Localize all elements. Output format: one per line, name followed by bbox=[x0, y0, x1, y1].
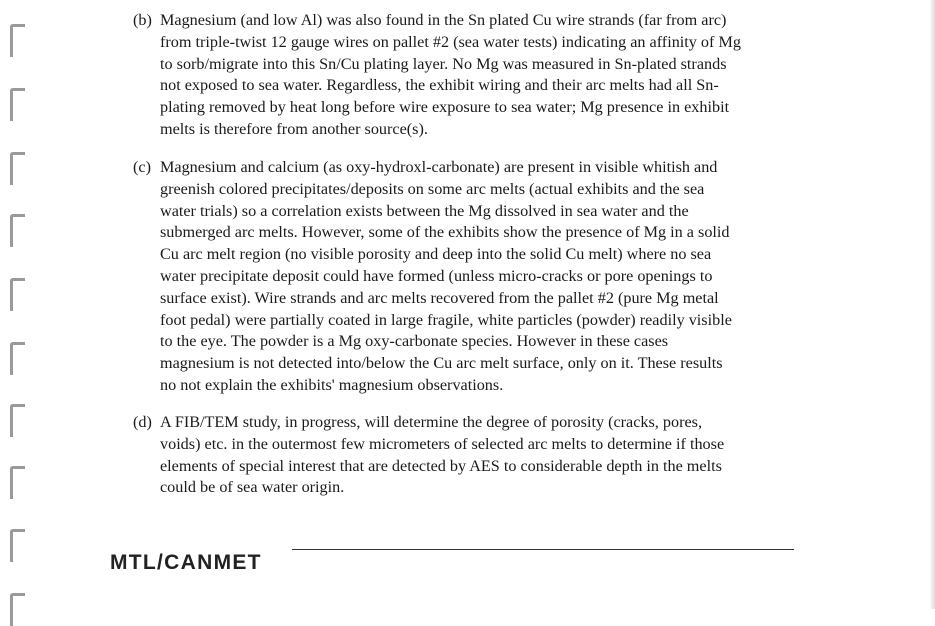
binder-tab bbox=[10, 593, 25, 626]
text-line: submerged arc melts. However, some of the exhibits show the presence of Mg in a solid bbox=[160, 223, 730, 242]
text-line: Magnesium and calcium (as oxy-hydroxl-carbonate) are present in visible whitish and bbox=[160, 158, 718, 176]
text-line: could be of sea water origin. bbox=[160, 478, 345, 497]
text-line: no not explain the exhibits' magnesium observations. bbox=[160, 375, 504, 394]
footer-logo: MTL/CANMET bbox=[110, 551, 262, 574]
text-line: Magnesium (and low Al) was also found in the Sn plated Cu wire strands (far from arc) bbox=[160, 11, 727, 29]
text-line: not exposed to sea water. Regardless, the exhibit wiring and their arc melts had all Sn- bbox=[160, 76, 719, 95]
text-line: surface exist). Wire strands and arc melts recovered from the pallet #2 (pure Mg metal bbox=[160, 288, 719, 307]
text-line: to sorb/migrate into this Sn/Cu plating layer. No Mg was measured in Sn-plated strands bbox=[160, 54, 727, 73]
text-line: greenish colored precipitates/deposits on some arc melts (actual exhibits and the sea bbox=[160, 179, 705, 198]
binder-tab bbox=[10, 214, 25, 247]
text-line: water trials) so a correlation exists between the Mg dissolved in sea water and the bbox=[160, 201, 689, 220]
text-line: magnesium is not detected into/below the Cu arc melt surface, only on it. These results bbox=[160, 354, 723, 373]
paragraph-marker: (d) bbox=[133, 413, 152, 431]
binder-tab bbox=[10, 88, 25, 121]
binder-tab bbox=[10, 152, 25, 185]
binder-tab bbox=[10, 278, 25, 311]
text-line: plating removed by heat long before wire exposure to sea water; Mg presence in exhibit bbox=[160, 98, 730, 117]
text-line: melts is therefore from another source(s). bbox=[160, 119, 428, 138]
paragraph-marker: (b) bbox=[133, 11, 152, 29]
page-edge-shadow bbox=[929, 0, 935, 609]
paragraph-c bbox=[133, 157, 798, 397]
text-line: voids) etc. in the outermost few micrometers of selected arc melts to determine if those bbox=[160, 434, 725, 453]
text-line: elements of special interest that are detected by AES to considerable depth in the melts bbox=[160, 456, 722, 475]
binder-tabs bbox=[0, 0, 40, 609]
binder-tab bbox=[10, 404, 25, 437]
footer-rule bbox=[292, 549, 794, 550]
binder-tab bbox=[10, 466, 25, 499]
text-line: foot pedal) were partially coated in large fragile, white particles (powder) readily visible bbox=[160, 310, 732, 329]
text-line: Cu arc melt region (no visible porosity and deep into the solid Cu melt) where no sea bbox=[160, 245, 712, 264]
paragraph-marker: (c) bbox=[133, 158, 151, 176]
binder-tab bbox=[10, 342, 25, 375]
paragraph-d bbox=[133, 412, 798, 499]
text-line: water precipitate deposit could have formed (unless micro-cracks or pore openings to bbox=[160, 266, 713, 285]
text-line: A FIB/TEM study, in progress, will determine the degree of porosity (cracks, pores, bbox=[160, 413, 703, 431]
text-line: to the eye. The powder is a Mg oxy-carbonate species. However in these cases bbox=[160, 332, 669, 351]
binder-tab bbox=[10, 24, 25, 57]
text-line: from triple-twist 12 gauge wires on pallet #2 (sea water tests) indicating an affinity of Mg bbox=[160, 32, 741, 51]
binder-tab bbox=[10, 529, 25, 562]
paragraph-b bbox=[133, 10, 798, 141]
